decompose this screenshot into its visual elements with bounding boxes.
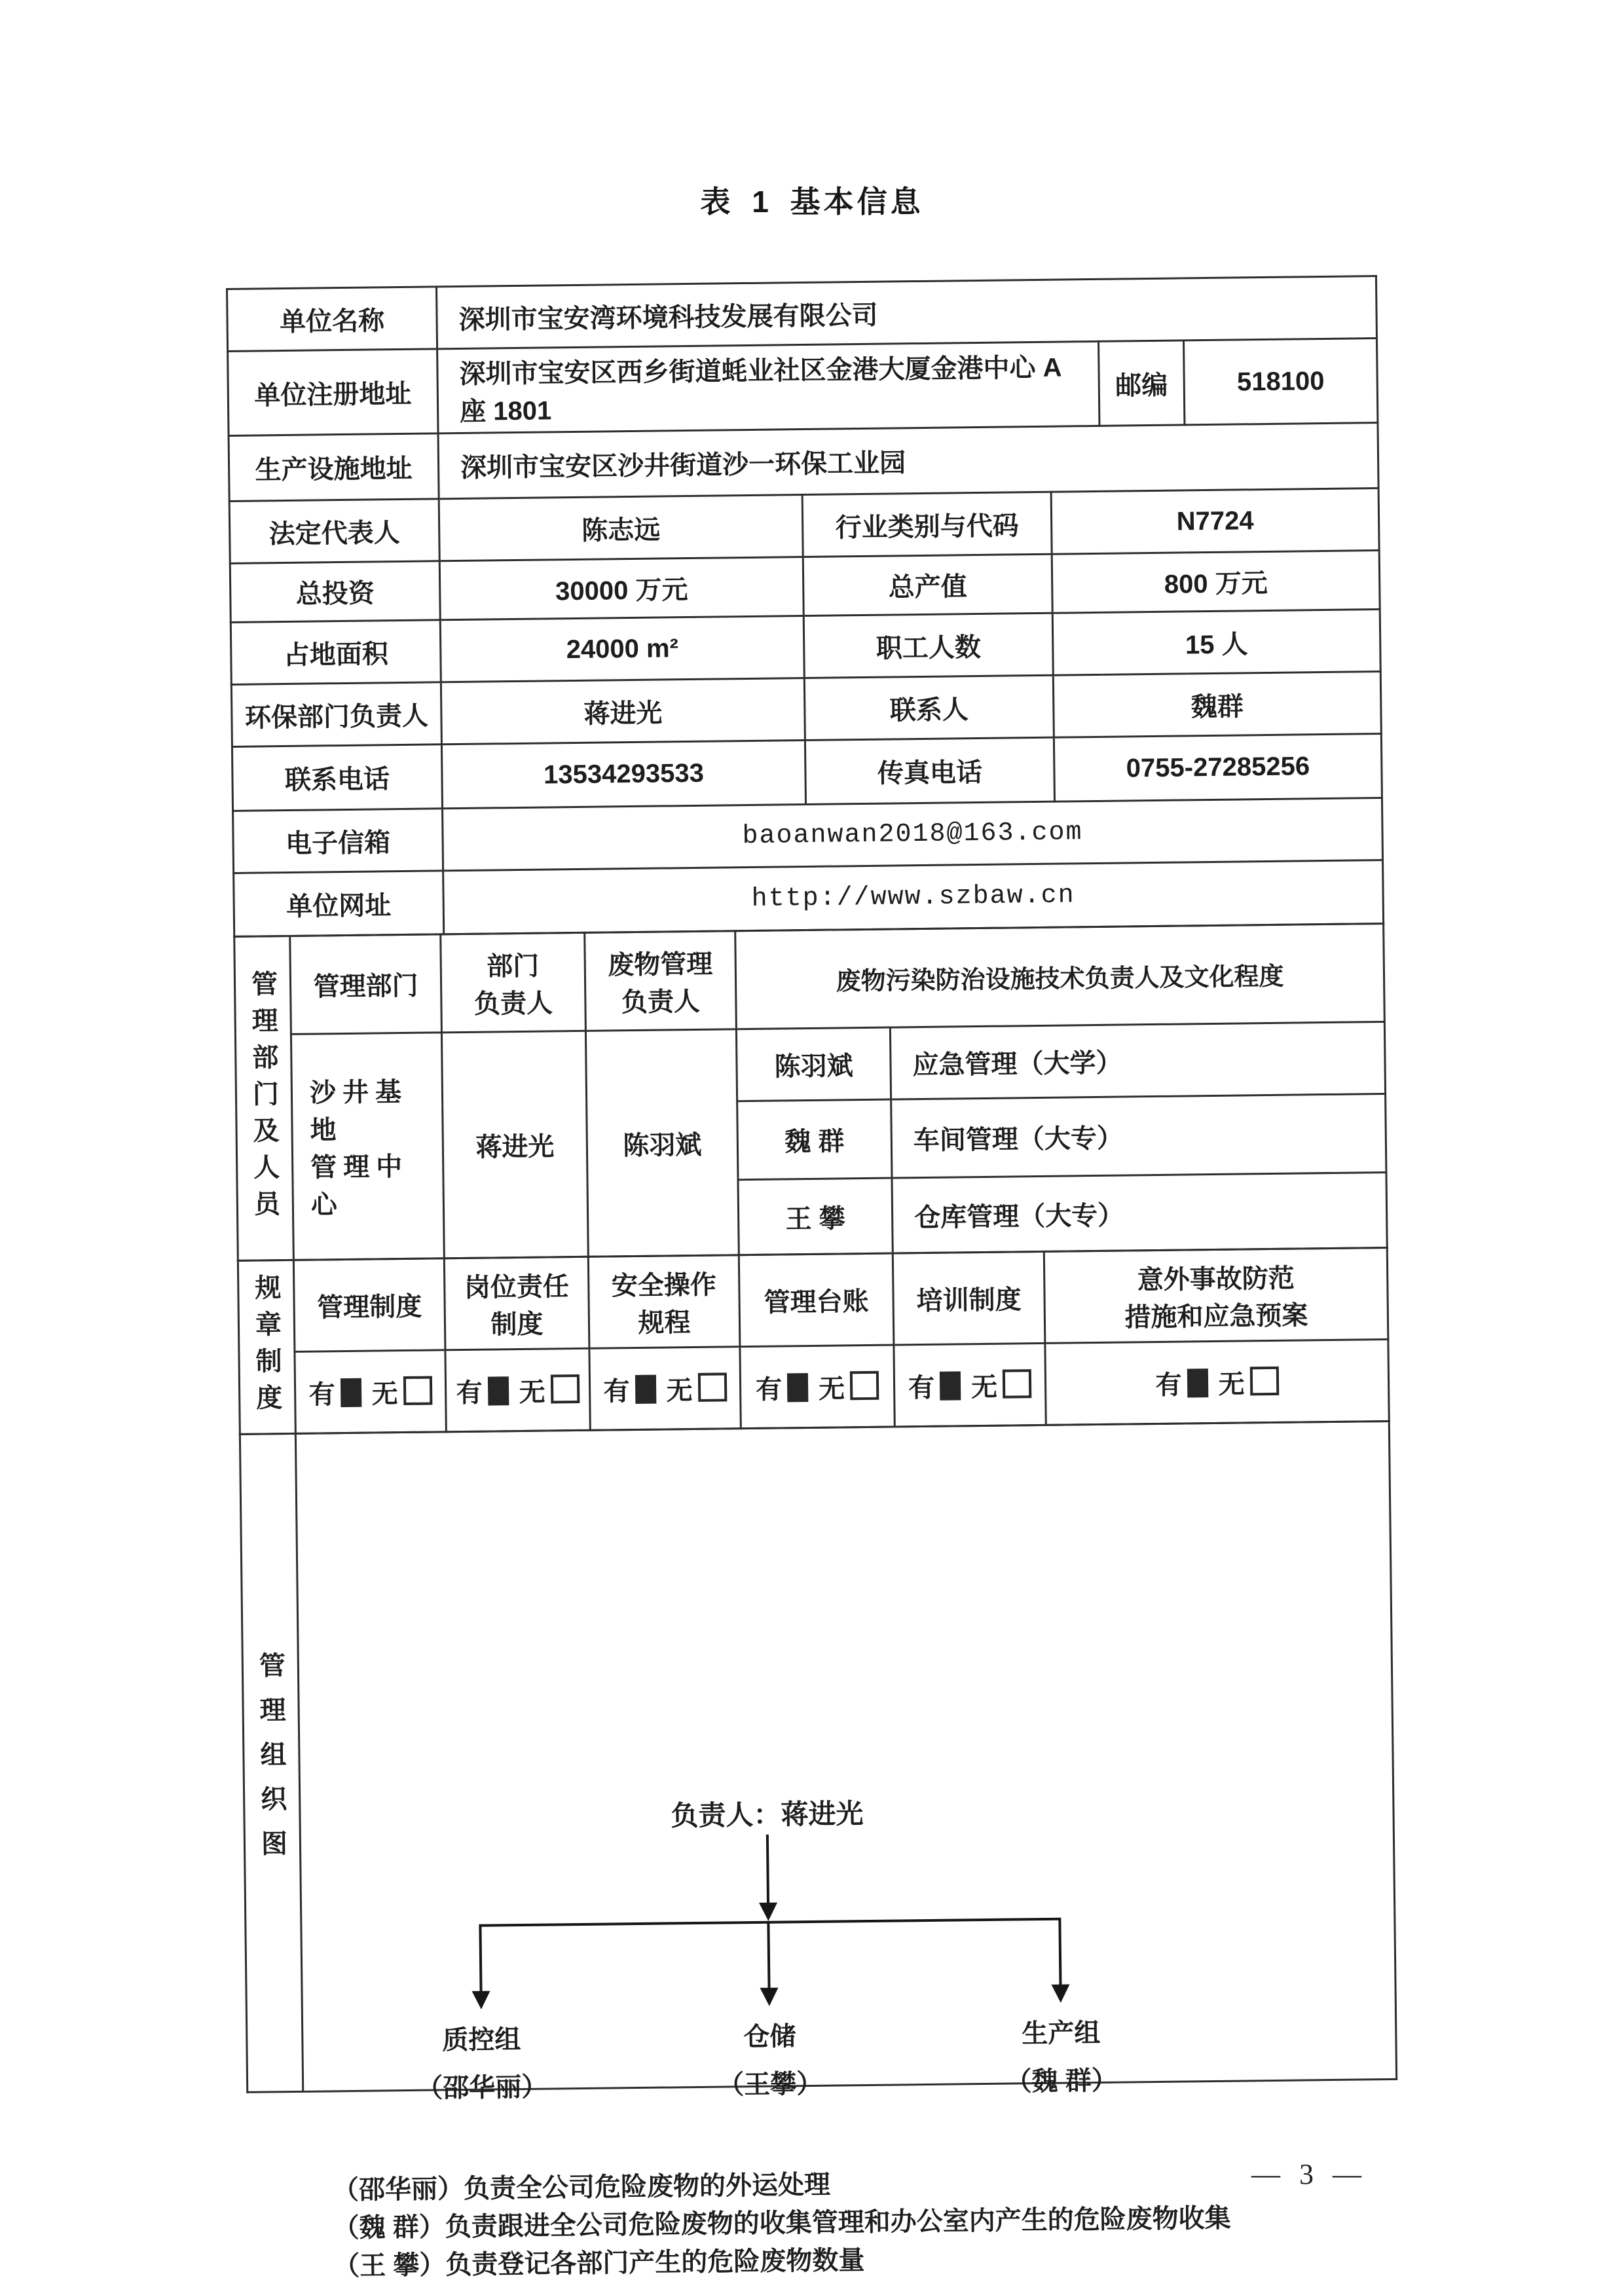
- regulations-section: [237, 1247, 1390, 1435]
- org-group-qc: [416, 2019, 547, 2105]
- field-value-fax: 0755-27285256: [1054, 734, 1382, 802]
- checked-box-icon: [487, 1376, 508, 1405]
- field-label-industry-code: 行业类别与代码: [802, 492, 1052, 557]
- basic-info-section: [226, 275, 1384, 938]
- header-tech-staff: 废物污染防治设施技术负责人及文化程度: [735, 924, 1385, 1029]
- has-label: 有: [755, 1374, 783, 1405]
- field-value-land-area: 24000 m²: [440, 616, 804, 682]
- table-row: [240, 1421, 1396, 2092]
- none-label: 无: [371, 1379, 398, 1409]
- field-value-phone: 13534293533: [441, 741, 805, 809]
- basic-info-table: [226, 275, 1395, 2281]
- header-regulation-item: 管理制度: [293, 1258, 445, 1352]
- unchecked-box-icon: [850, 1370, 879, 1399]
- none-label: 无: [1218, 1369, 1245, 1399]
- field-label-unit-name: 单位名称: [227, 287, 437, 352]
- org-group-warehouse: [717, 2015, 822, 2102]
- field-value-postcode: 518100: [1184, 339, 1378, 425]
- checked-box-icon: [635, 1374, 655, 1403]
- org-chart-section: [239, 1420, 1397, 2281]
- field-value-total-investment: 30000 万元: [439, 557, 803, 620]
- org-note: （王 攀）负责登记各部门产生的危险废物数量: [333, 2246, 865, 2281]
- none-label: 无: [519, 1378, 545, 1407]
- org-group-name: 仓储: [743, 2022, 796, 2052]
- field-label-legal-representative: 法定代表人: [229, 499, 439, 564]
- arrow-down-icon: [759, 1903, 777, 1921]
- section-label-regulations: 规章制度: [238, 1260, 295, 1434]
- field-value-registered-address: 深圳市宝安区西乡街道蚝业社区金港大厦金港中心 A 座 1801: [437, 341, 1099, 433]
- arrow-down-icon: [472, 1991, 490, 2010]
- field-value-contact-person: 魏群: [1053, 672, 1381, 738]
- has-label: 有: [308, 1380, 335, 1410]
- checkbox-cell: [445, 1348, 590, 1431]
- field-label-env-officer: 环保部门负责人: [231, 682, 441, 747]
- field-value-facility-address: 深圳市宝安区沙井街道沙一环保工业园: [438, 423, 1378, 499]
- page-title: 表 1 基本信息: [700, 185, 924, 219]
- field-label-fax: 传真电话: [805, 737, 1054, 804]
- field-label-registered-address: 单位注册地址: [228, 349, 438, 436]
- org-note: （魏 群）负责跟进全公司危险废物的收集管理和办公室内产生的危险废物收集: [333, 2203, 1231, 2243]
- table-row: [239, 1339, 1389, 1434]
- field-value-industry-code: N7724: [1051, 488, 1379, 555]
- org-group-person: （魏 群）: [1005, 2066, 1118, 2097]
- table-row: [228, 339, 1378, 436]
- field-label-total-output: 总产值: [803, 554, 1052, 615]
- org-connector-line: [479, 1924, 482, 1995]
- has-label: 有: [1155, 1370, 1182, 1400]
- unchecked-box-icon: [697, 1372, 726, 1401]
- cell-staff-role: 车间管理（大专）: [891, 1093, 1386, 1178]
- field-value-website: http://www.szbaw.cn: [443, 860, 1384, 934]
- field-label-employee-count: 职工人数: [803, 613, 1053, 678]
- org-group-person: （邵华丽）: [416, 2072, 548, 2103]
- cell-staff-name: 陈羽斌: [736, 1027, 891, 1101]
- unchecked-box-icon: [1249, 1366, 1278, 1395]
- management-section: [233, 923, 1388, 1262]
- cell-department: 沙井基地 管理中心: [291, 1033, 444, 1260]
- has-label: 有: [908, 1373, 935, 1403]
- has-label: 有: [603, 1376, 630, 1406]
- field-label-total-investment: 总投资: [230, 561, 440, 623]
- table-row: [235, 1022, 1385, 1107]
- arrow-down-icon: [760, 1988, 779, 2006]
- org-connector-line: [1058, 1918, 1061, 1989]
- table-row: [238, 1247, 1388, 1352]
- org-note: （邵华丽）负责全公司危险废物的外运处理: [332, 2170, 831, 2205]
- checked-box-icon: [787, 1373, 808, 1402]
- section-label-management: 管理部门及人员: [234, 936, 294, 1260]
- org-notes: [333, 2161, 1232, 2286]
- cell-staff-name: 魏 群: [737, 1099, 892, 1180]
- arrow-down-icon: [1051, 1985, 1069, 2003]
- field-label-postcode: 邮编: [1099, 340, 1185, 426]
- cell-waste-manager: 陈羽斌: [585, 1029, 739, 1257]
- org-connector-line: [767, 1921, 770, 1992]
- checkbox-cell: [740, 1345, 895, 1429]
- field-value-unit-name: 深圳市宝安湾环境科技发展有限公司: [436, 276, 1376, 349]
- org-leader-label: 负责人：蒋进光: [671, 1798, 864, 1831]
- org-group-name: 生产组: [1022, 2019, 1101, 2049]
- header-regulation-item: 安全操作 规程: [588, 1255, 740, 1349]
- org-group-production: [1005, 2012, 1118, 2099]
- field-value-env-officer: 蒋进光: [441, 678, 805, 744]
- unchecked-box-icon: [1003, 1369, 1031, 1398]
- cell-staff-role: 应急管理（大学）: [890, 1022, 1385, 1100]
- field-label-email: 电子信箱: [233, 809, 443, 873]
- unchecked-box-icon: [550, 1374, 579, 1403]
- cell-staff-role: 仓库管理（大专）: [892, 1172, 1387, 1253]
- header-dept-head: 部门 负责人: [441, 932, 586, 1032]
- unchecked-box-icon: [403, 1376, 432, 1405]
- header-regulation-item: 培训制度: [893, 1251, 1045, 1345]
- field-value-employee-count: 15 人: [1052, 610, 1380, 676]
- org-connector-line: [766, 1835, 769, 1908]
- has-label: 有: [456, 1378, 483, 1408]
- checkbox-cell: [295, 1350, 446, 1434]
- org-chart-cell: [295, 1421, 1396, 2281]
- field-label-land-area: 占地面积: [231, 620, 441, 685]
- cell-dept-head: 蒋进光: [441, 1031, 588, 1258]
- cell-staff-name: 王 攀: [738, 1178, 893, 1255]
- header-waste-manager: 废物管理 负责人: [585, 931, 737, 1031]
- field-value-email: baoanwan2018@163.com: [443, 798, 1383, 871]
- checkbox-cell: [1045, 1339, 1389, 1425]
- org-group-name: 质控组: [442, 2025, 521, 2055]
- checkbox-cell: [894, 1343, 1046, 1427]
- header-regulation-item: 管理台账: [739, 1253, 894, 1347]
- page-number: — 3 —: [1251, 2158, 1361, 2190]
- org-chart: [301, 1750, 1392, 2281]
- header-regulation-item: 意外事故防范 措施和应急预案: [1044, 1247, 1388, 1343]
- none-label: 无: [818, 1374, 845, 1404]
- field-label-contact-person: 联系人: [804, 675, 1054, 740]
- header-management-dept: 管理部门: [290, 934, 442, 1035]
- field-label-website: 单位网址: [234, 871, 444, 937]
- checked-box-icon: [1187, 1368, 1208, 1397]
- checked-box-icon: [340, 1378, 361, 1406]
- field-value-total-output: 800 万元: [1052, 551, 1380, 614]
- org-group-person: （王攀）: [717, 2069, 823, 2100]
- checkbox-cell: [589, 1347, 741, 1431]
- section-label-org-chart: 管理组织图: [240, 1433, 303, 2092]
- field-label-phone: 联系电话: [232, 744, 442, 811]
- table-row: [229, 423, 1378, 502]
- checked-box-icon: [940, 1371, 961, 1400]
- field-value-legal-representative: 陈志远: [439, 495, 803, 561]
- header-regulation-item: 岗位责任 制度: [444, 1257, 589, 1349]
- table-row: [234, 924, 1385, 1035]
- none-label: 无: [666, 1376, 693, 1405]
- field-label-facility-address: 生产设施地址: [229, 433, 439, 502]
- none-label: 无: [970, 1372, 998, 1402]
